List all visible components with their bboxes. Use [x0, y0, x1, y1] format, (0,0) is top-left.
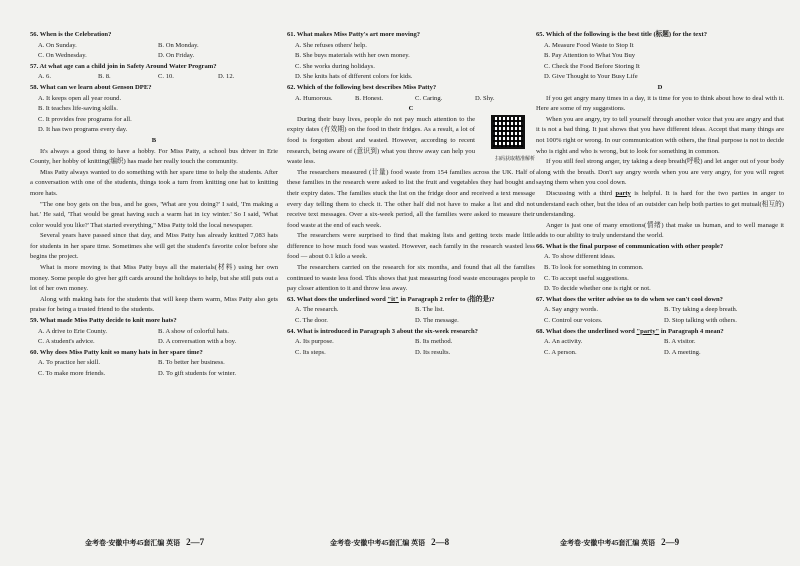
section-heading-b: B [151, 136, 157, 144]
option-58b[interactable]: B. It teaches life-saving skills. [38, 105, 118, 113]
question-66: 66. What is the final purpose of communication with other people? [536, 242, 724, 250]
question-57: 57. At what age can a child join in Safety Around Water Program? [30, 62, 217, 70]
column-middle: 61. What makes Miss Patty's art more moving? A. She refuses others' help. B. She buys materials with her own money. C. She works during holidays. D. She knits hats of different colors for kids. 62. Which of the following best describes Miss Patty? A. Humorous. B. Honest. C. Caring. D. Shy. C 扫码获取精准解析 During their busy lives, people do not pay much attention to the expiry dates (有效期) on the food in their fridges. As a result, a lot of food is forgotten about and wasted. However, according to recent research, being aware of (意识到) what you throw away can help you waste less. The researchers measured (计量) food waste from 154 families across the UK. Half of these families in the research were asked to list the fruit and vegetables they had bought and their expiry dates. The families stuck the list on the fridge door and received a text message every day telling them to check it. The other half did not have to make a list and did not receive text messages. Over a six-week period, all the families were asked to measure their food waste at the end of each week. The researchers were surprised to find that making lists and getting texts made little difference to how much food was wasted. However, each family in the research wasted less food — about 0.1 kilo a week. The researchers carried on the research for six months, and found that all the families continued to waste less food. This shows that just measuring food waste encourages people to pay closer attention to it and throw less away. 63. What does the underlined word "it" in Paragraph 2 refer to (指的是)? A. The research. B. The list. C. The door. D. The message. 64. What is introduced in Paragraph 3 about the six-week research? A. Its purpose. B. Its method. C. Its steps. D. Its results. [287, 31, 535, 356]
question-59: 59. What made Miss Patty decide to knit more hats? [30, 317, 177, 325]
options-57: A. 6. B. 8. C. 10. D. 12. [38, 73, 235, 81]
question-67: 67. What does the writer advise us to do when we can't cool down? [536, 295, 723, 303]
page-number: 2—8 [431, 537, 450, 547]
passage-d-p3: If you still feel strong anger, try taking a deep breath(呼吸) and let anger out of your body along with the breath. Don't say angry words when you are very angry, for you will regret saying them when you cool down. [536, 158, 784, 187]
passage-b-p3: "The one boy gets on the bus, and he goes, 'What are you doing?' I said, 'I'm making a hat.' He said, 'That would be great having such a warm hat in icy winter.' So I said, 'What color would you like?' That started everything," Miss Patty told the local newspaper. [30, 200, 278, 229]
passage-c-p2: The researchers measured (计量) food waste from 154 families across the UK. Half of these families in the research were asked to list the fruit and vegetables they had bought and their expiry dates. The families stuck the list on the fridge door and received a text message every day telling them to check it. The other half did not have to make a list and did not receive text messages. Over a six-week period, all the families were asked to measure their food waste at the end of each week. [287, 168, 535, 229]
option-58c[interactable]: C. It provides free programs for all. [38, 115, 132, 123]
option-58a[interactable]: A. It keeps open all year round. [38, 94, 122, 102]
passage-b-p2: Miss Patty always wanted to do something with her spare time to help the students. After a conversation with one of the students, things took a turn from knitting one hat to knitting more hats. [30, 168, 278, 197]
question-64: 64. What is introduced in Paragraph 3 about the six-week research? [287, 327, 478, 335]
question-58: 58. What can we learn about Genson DPE? [30, 83, 152, 91]
question-63: 63. What does the underlined word "it" in Paragraph 2 refer to (指的是)? [287, 295, 495, 303]
question-62: 62. Which of the following best describes Miss Patty? [287, 83, 437, 91]
footer-right: 金考卷·安徽中考45套汇编 英语 2—9 [560, 537, 680, 547]
question-65: 65. Which of the following is the best title (标题) for the text? [536, 31, 707, 38]
question-68: 68. What does the underlined word "party" in Paragraph 4 mean? [536, 327, 724, 335]
passage-d-p4: Discussing with a third party is helpful. It is hard for the two parties in anger to understand each other, but the idea of an outsider can help both parties to get mutual(相互的) understanding. [536, 189, 785, 219]
page-number: 2—9 [661, 537, 680, 547]
passage-d-p2: When you are angry, try to tell yourself through another voice that you are angry and that it is not a bad thing. It just shows that you have different ideas. Accept that many things are not 100% right or wrong. In our communication with others, the final purpose is not to decide who is right and who is wrong, but to look for something in common. [536, 115, 784, 155]
page-number: 2—7 [186, 537, 205, 547]
qr-code[interactable] [475, 115, 535, 161]
section-heading-d: D [657, 83, 663, 91]
section-heading-c: C [408, 105, 414, 113]
option-58d[interactable]: D. It has two programs every day. [38, 126, 128, 134]
footer-middle: 金考卷·安徽中考45套汇编 英语 2—8 [330, 537, 450, 547]
question-61: 61. What makes Miss Patty's art more moving? [287, 31, 421, 38]
column-left: 56. When is the Celebration? A. On Sunday. B. On Monday. C. On Wednesday. D. On Friday. 57. At what age can a child join in Safety Around Water Program? A. 6. B. 8. C. 10. D. 12. 58. What can we learn about Genson DPE? A. It keeps open all year round. B. It teaches life-saving skills. C. It provides free programs for all. D. It has two programs every day. B It's always a good thing to have a hobby. For Miss Patty, a school bus driver in Erie County, her hobby of knitting(编织) has made her really touch the community. Miss Patty always wanted to do something with her spare time to help the students. After a conversation with one of the students, things took a turn from knitting one hat to knitting more hats. "The one boy gets on the bus, and he goes, 'What are you doing?' I said, 'I'm making a hat.' He said, 'That would be great having such a warm hat in icy winter.' So I said, 'What color would you like?' That started everything," Miss Patty told the local newspaper. Several years have passed since that day, and Miss Patty has already knitted 7,083 hats for students in her spare time. Sometimes she will get the student's favorite color before she begins the project. What is more moving is that Miss Patty buys all the materials(材料) using her own money. Some people do give her gift cards around the holidays to help, but she still puts out a lot of her own money. Along with making hats for the students that will keep them warm, Miss Patty also gets praise for being a trusted friend to the students. 59. What made Miss Patty decide to knit more hats? A. A drive to Erie County. B. A show of colorful hats. C. A student's advice. D. A conversation with a boy. 60. Why does Miss Patty knit so many hats in her spare time? A. To practice her skill. B. To better her business. C. To make more friends. D. To gift students for winter. [30, 31, 278, 377]
passage-c-p3: The researchers were surprised to find that making lists and getting texts made little difference to how much food was wasted. However, each family in the research wasted less food — about 0.1 kilo a week. [287, 232, 535, 261]
question-56: 56. When is the Celebration? [30, 31, 112, 38]
qr-code-icon[interactable] [491, 115, 525, 149]
passage-c-p4: The researchers carried on the research for six months, and found that all the families continued to waste less food. This shows that just measuring food waste encourages people to pay closer attention to it and throw less away. [287, 264, 535, 293]
question-60: 60. Why does Miss Patty knit so many hats in her spare time? [30, 348, 203, 356]
passage-b-p6: Along with making hats for the students that will keep them warm, Miss Patty also gets praise for being a trusted friend to the students. [30, 295, 278, 314]
passage-b-p1: It's always a good thing to have a hobby. For Miss Patty, a school bus driver in Erie County, her hobby of knitting(编织) has made her really touch the community. [30, 147, 278, 166]
column-right: 65. Which of the following is the best title (标题) for the text? A. Measure Food Waste to Stop It B. Pay Attention to What You Buy C. Check the Food Before Storing It D. Give Thought to Your Busy Life D If you get angry many times in a day, it is time for you to think about how to deal with it. Here are some of my suggestions. When you are angry, try to tell yourself through another voice that you are angry and that it is not a bad thing. It just shows that you have different ideas. Accept that many things are not 100% right or wrong. In our communication with others, the final purpose is not to decide who is right and who is wrong, but to look for something in common. If you still feel strong anger, try taking a deep breath(呼吸) and let anger out of your body along with the breath. Don't say angry words when you are very angry, for you will regret saying them when you cool down. Discussing with a third party is helpful. It is hard for the two parties in anger to understand each other, but the idea of an outsider can help both parties to get mutual(相互的) understanding. Anger is just one of many emotions(情绪) that make us human, and to well manage it adds to our ability to truly understand the world. 66. What is the final purpose of communication with other people? A. To show different ideas. B. To look for something in common. C. To accept useful suggestions. D. To decide whether one is right or not. 67. What does the writer advise us to do when we can't cool down? A. Say angry words. B. Try taking a deep breath. C. Control our voices. D. Stop talking with others. 68. What does the underlined word "party" in Paragraph 4 mean? A. An activity. B. A visitor. C. A person. D. A meeting. [536, 31, 785, 356]
passage-b-p4: Several years have passed since that day, and Miss Patty has already knitted 7,083 hats for students in her spare time. Sometimes she will get the student's favorite color before she begins the project. [30, 232, 278, 261]
passage-d-p5: Anger is just one of many emotions(情绪) that make us human, and to well manage it adds to our ability to truly understand the world. [536, 221, 784, 240]
passage-c-p1: During their busy lives, people do not pay much attention to the expiry dates (有效期) on the food in their fridges. As a result, a lot of food is forgotten about and wasted. However, according to recent research, being aware of (意识到) what you throw away can help you waste less. [287, 115, 475, 166]
options-56: A. On Sunday. B. On Monday. [38, 41, 199, 49]
footer-left: 金考卷·安徽中考45套汇编 英语 2—7 [85, 537, 205, 547]
qr-caption: 扫码获取精准解析 [494, 156, 535, 162]
passage-b-p5: What is more moving is that Miss Patty buys all the materials(材料) using her own money. Some people do give her gift cards around the holidays to help, but she still puts out a lot of her own money. [30, 264, 278, 293]
passage-d-p1: If you get angry many times in a day, it is time for you to think about how to deal with it. Here are some of my suggestions. [536, 94, 784, 113]
